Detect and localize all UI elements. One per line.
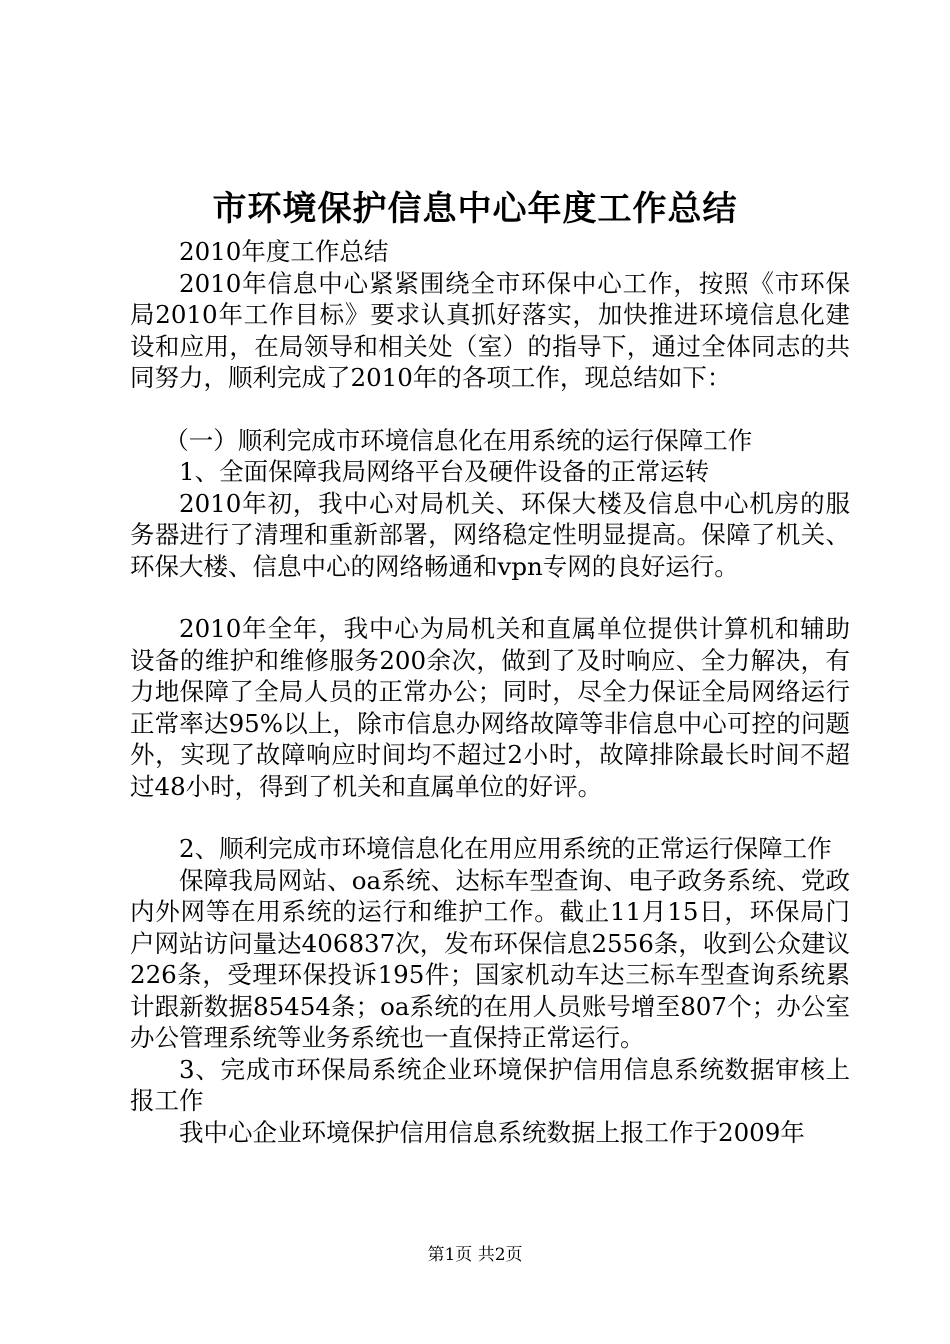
- body-paragraph: 我中心企业环境保护信用信息系统数据上报工作于2009年: [179, 1117, 805, 1147]
- subsection-heading-1: 1、全面保障我局网络平台及硬件设备的正常运转: [179, 457, 710, 486]
- page-footer: 第1页 共2页: [427, 1245, 523, 1265]
- body-paragraph: 保障我局网站、oa系统、达标车型查询、电子政务系统、党政内外网等在用系统的运行和维护工作。截止11月15日，环保局门户网站访问量达406837次，发布环保信息2556条，收到公众建议226条，受理环保投诉195件；国家机动车达三标车型查询系统累计跟新数据85454条；oa系统的在用人员账号增至807个；办公室办公管理系统等业务系统也一直保持正常运行。: [130, 865, 850, 1052]
- body-paragraph: 2010年初，我中心对局机关、环保大楼及信息中心机房的服务器进行了清理和重新部署，网络稳定性明显提高。保障了机关、环保大楼、信息中心的网络畅通和vpn专网的良好运行。: [130, 488, 850, 581]
- document-title: 市环境保护信息中心年度工作总结: [212, 189, 738, 229]
- subsection-heading-3: 3、完成市环保局系统企业环境保护信用信息系统数据审核上报工作: [130, 1054, 850, 1115]
- body-paragraph: 2010年全年，我中心为局机关和直属单位提供计算机和辅助设备的维护和维修服务200余次，做到了及时响应、全力解决，有力地保障了全局人员的正常办公；同时，尽全力保证全局网络运行正常率达95%以上，除市信息办网络故障等非信息中心可控的问题外，实现了故障响应时间均不超过2小时，故障排除最长时间不超过48小时，得到了机关和直属单位的好评。: [130, 614, 850, 801]
- document-body: [130, 236, 850, 1148]
- subtitle-paragraph: 2010年度工作总结: [179, 237, 389, 266]
- section-heading: （一）顺利完成市环境信息化在用系统的运行保障工作: [164, 425, 753, 455]
- subsection-heading-2: 2、顺利完成市环境信息化在用应用系统的正常运行保障工作: [179, 834, 832, 863]
- intro-paragraph: 2010年信息中心紧紧围绕全市环保中心工作，按照《市环保局2010年工作目标》要求认真抓好落实，加快推进环境信息化建设和应用，在局领导和相关处（室）的指导下，通过全体同志的共同努力，顺利完成了2010年的各项工作，现总结如下：: [130, 268, 850, 392]
